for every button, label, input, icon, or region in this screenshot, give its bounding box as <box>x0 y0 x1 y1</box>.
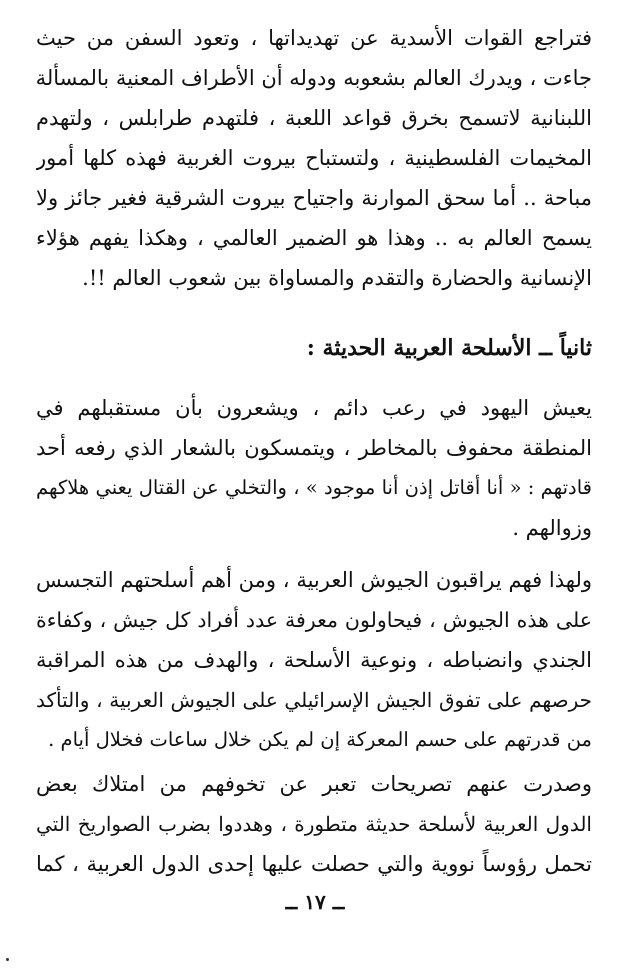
text-line: المنطقة محفوف بالمخاطر ، ويتمسكون بالشعار الذي رفعه أحد <box>36 436 592 460</box>
scan-speck <box>6 958 9 961</box>
text-line: تحمل رؤوساً نووية والتي حصلت عليها إحدى الدول العربية ، كما <box>36 852 592 876</box>
text-line: على هذه الجيوش ، فيحاولون معرفة عدد أفراد كل جيش ، وكفاءة <box>36 608 592 632</box>
text-line: من قدرتهم على حسم المعركة إن لم يكن خلال ساعات فخلال أيام . <box>48 728 592 751</box>
text-line: يسمح العالم به .. وهذا هو الضمير العالمي ، وهكذا يفهم هؤلاء <box>36 226 592 250</box>
text-line: ولهذا فهم يراقبون الجيوش العربية ، ومن أهم أسلحتهم التجسس <box>36 568 592 592</box>
text-line: وصدرت عنهم تصريحات تعبر عن تخوفهم من امتلاك بعض <box>36 772 592 796</box>
section-heading: ثانياً ــ الأسلحة العربية الحديثة : <box>306 335 592 361</box>
text-line: حرصهم على تفوق الجيش الإسرائيلي على الجيوش العربية ، والتأكد <box>36 688 592 712</box>
text-line: وزوالهم . <box>512 516 592 540</box>
text-line: مباحة .. أما سحق الموارنة واجتياح بيروت الشرقية فغير جائز ولا <box>36 186 592 210</box>
text-line: اللبنانية لاتسمح بخرق قواعد اللعبة ، فلتهدم طرابلس ، ولتهدم <box>36 106 592 130</box>
text-line: الإنسانية والحضارة والتقدم والمساواة بين شعوب العالم !!. <box>82 266 592 290</box>
text-line: يعيش اليهود في رعب دائم ، ويشعرون بأن مستقبلهم في <box>36 396 592 420</box>
text-line: الجندي وانضباطه ، ونوعية الأسلحة ، والهدف من هذه المراقبة <box>36 648 592 672</box>
text-line: فتراجع القوات الأسدية عن تهديداتها ، وتعود السفن من حيث <box>36 26 592 50</box>
text-line: الدول العربية لأسلحة حديثة متطورة ، وهددوا بضرب الصواريخ التي <box>36 812 592 836</box>
text-line: قادتهم : « أنا أقاتل إذن أنا موجود » ، والتخلي عن القتال يعني هلاكهم <box>36 476 592 499</box>
text-line: المخيمات الفلسطينية ، ولتستباح بيروت الغربية فهذه كلها أمور <box>36 146 592 170</box>
page-number: ــ ١٧ ــ <box>285 890 345 914</box>
text-line: جاءت ، ويدرك العالم بشعوبه ودوله أن الأطراف المعنية بالمسألة <box>36 66 592 90</box>
